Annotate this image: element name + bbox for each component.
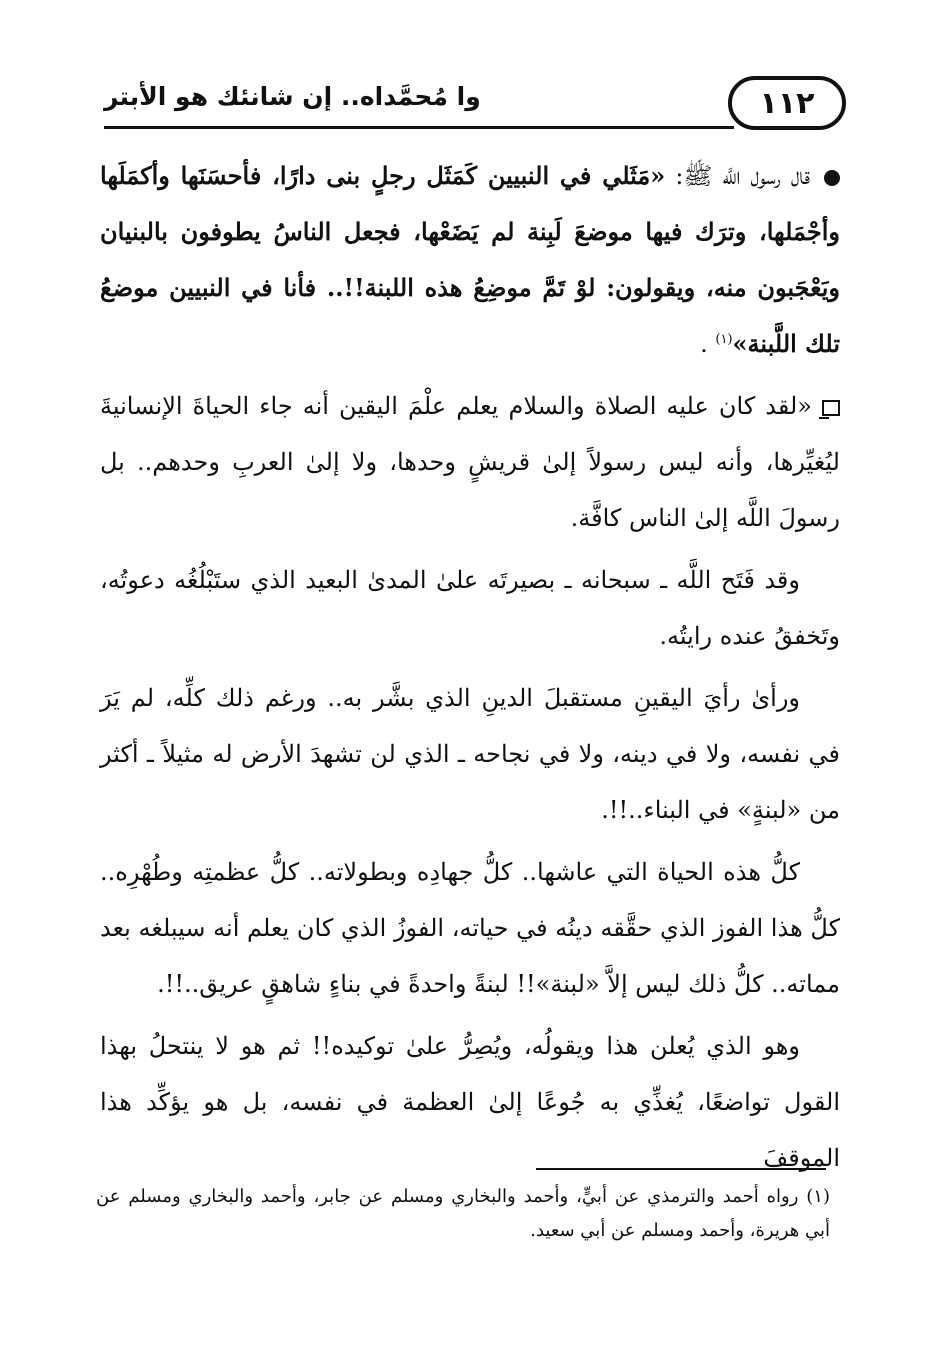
paragraph: وقد فَتَح اللَّه ـ سبحانه ـ بصيرتَه علىٰ المدىٰ البعيد الذي ستَبْلُغُه دعوتُه، وتَخفقُ عنده رايتُه. [100, 566, 840, 650]
paragraph-quote [100, 378, 840, 546]
paragraph-hadith [100, 148, 840, 372]
body-text [100, 148, 840, 1192]
paragraph: كلُّ هذه الحياة التي عاشها.. كلُّ جهادِه وبطولاته.. كلُّ عظمتِه وطُهْرِه.. كلُّ هذا الفوز الذي حقَّقه دينُه في حياته، الفوزُ الذي كان يعلم أنه سيبلغه بعد مماته.. كلُّ ذلك ليس إلاَّ «لبنة»!! لبنةً واحدةً في بناءٍ شاهقٍ عريق..!!. [100, 858, 840, 998]
paragraph-lead: قال رسول اللَّه ﷺ: [665, 162, 811, 190]
running-title: وا مُحمَّداه.. إن شانئك هو الأبتر [104, 82, 481, 111]
page-header [104, 76, 846, 136]
footnotes [96, 1180, 830, 1248]
footnote-rule [536, 1168, 826, 1170]
footnote-ref: (١) [715, 332, 733, 347]
paragraph: ورأىٰ رأيَ اليقينِ مستقبلَ الدينِ الذي بشَّر به.. ورغم ذلك كلِّه، لم يَرَ في نفسه، ولا في دينه، ولا في نجاحه ـ الذي لن تشهدَ الأرض له مثيلاً ـ أكثر من «لبنةٍ» في البناء..!!. [100, 684, 840, 824]
bullet-icon [824, 170, 840, 186]
paragraph-text: «لقد كان عليه الصلاة والسلام يعلم علْمَ اليقين أنه جاء الحياةَ الإنسانيةَ ليُغيِّرها، وأنه ليس رسولاً إلىٰ قريشٍ وحدها، ولا إلىٰ العربِ وحدهم.. بل رسولَ اللَّه إلىٰ الناس كافَّة. [100, 392, 840, 532]
footnote-1: (١) رواه أحمد والترمذي عن أبيٍّ، وأحمد والبخاري ومسلم عن جابر، وأحمد والبخاري ومسلم عن أبي هريرة، وأحمد ومسلم عن أبي سعيد. [96, 1186, 830, 1241]
page-number: ١١٢ [728, 76, 846, 130]
quote-marker-icon [822, 400, 840, 416]
paragraph: وهو الذي يُعلن هذا ويقولُه، ويُصِرُّ علىٰ توكيده!! ثم هو لا ينتحلُ بهذا القول تواضعًا، يُغذِّي به جُوعًا إلىٰ العظمة في نفسه، بل هو يؤكِّد هذا الموقفَ [100, 1032, 840, 1172]
paragraph-end: . [700, 330, 716, 358]
hadith-quote: «مَثَلي في النبيين كَمَثَل رجلٍ بنى دارًا، فأحسَنَها وأكمَلَها وأجْمَلها، وترَك فيها موضعَ لَبِنة لم يَضَعْها، فجعل الناسُ يطوفون بالبنيان ويَعْجَبون منه، ويقولون: لوْ تَمَّ موضِعُ هذه اللبنة!!.. فأنا في النبيين موضعُ تلك اللَّبنة» [100, 161, 841, 358]
header-rule [104, 126, 734, 129]
